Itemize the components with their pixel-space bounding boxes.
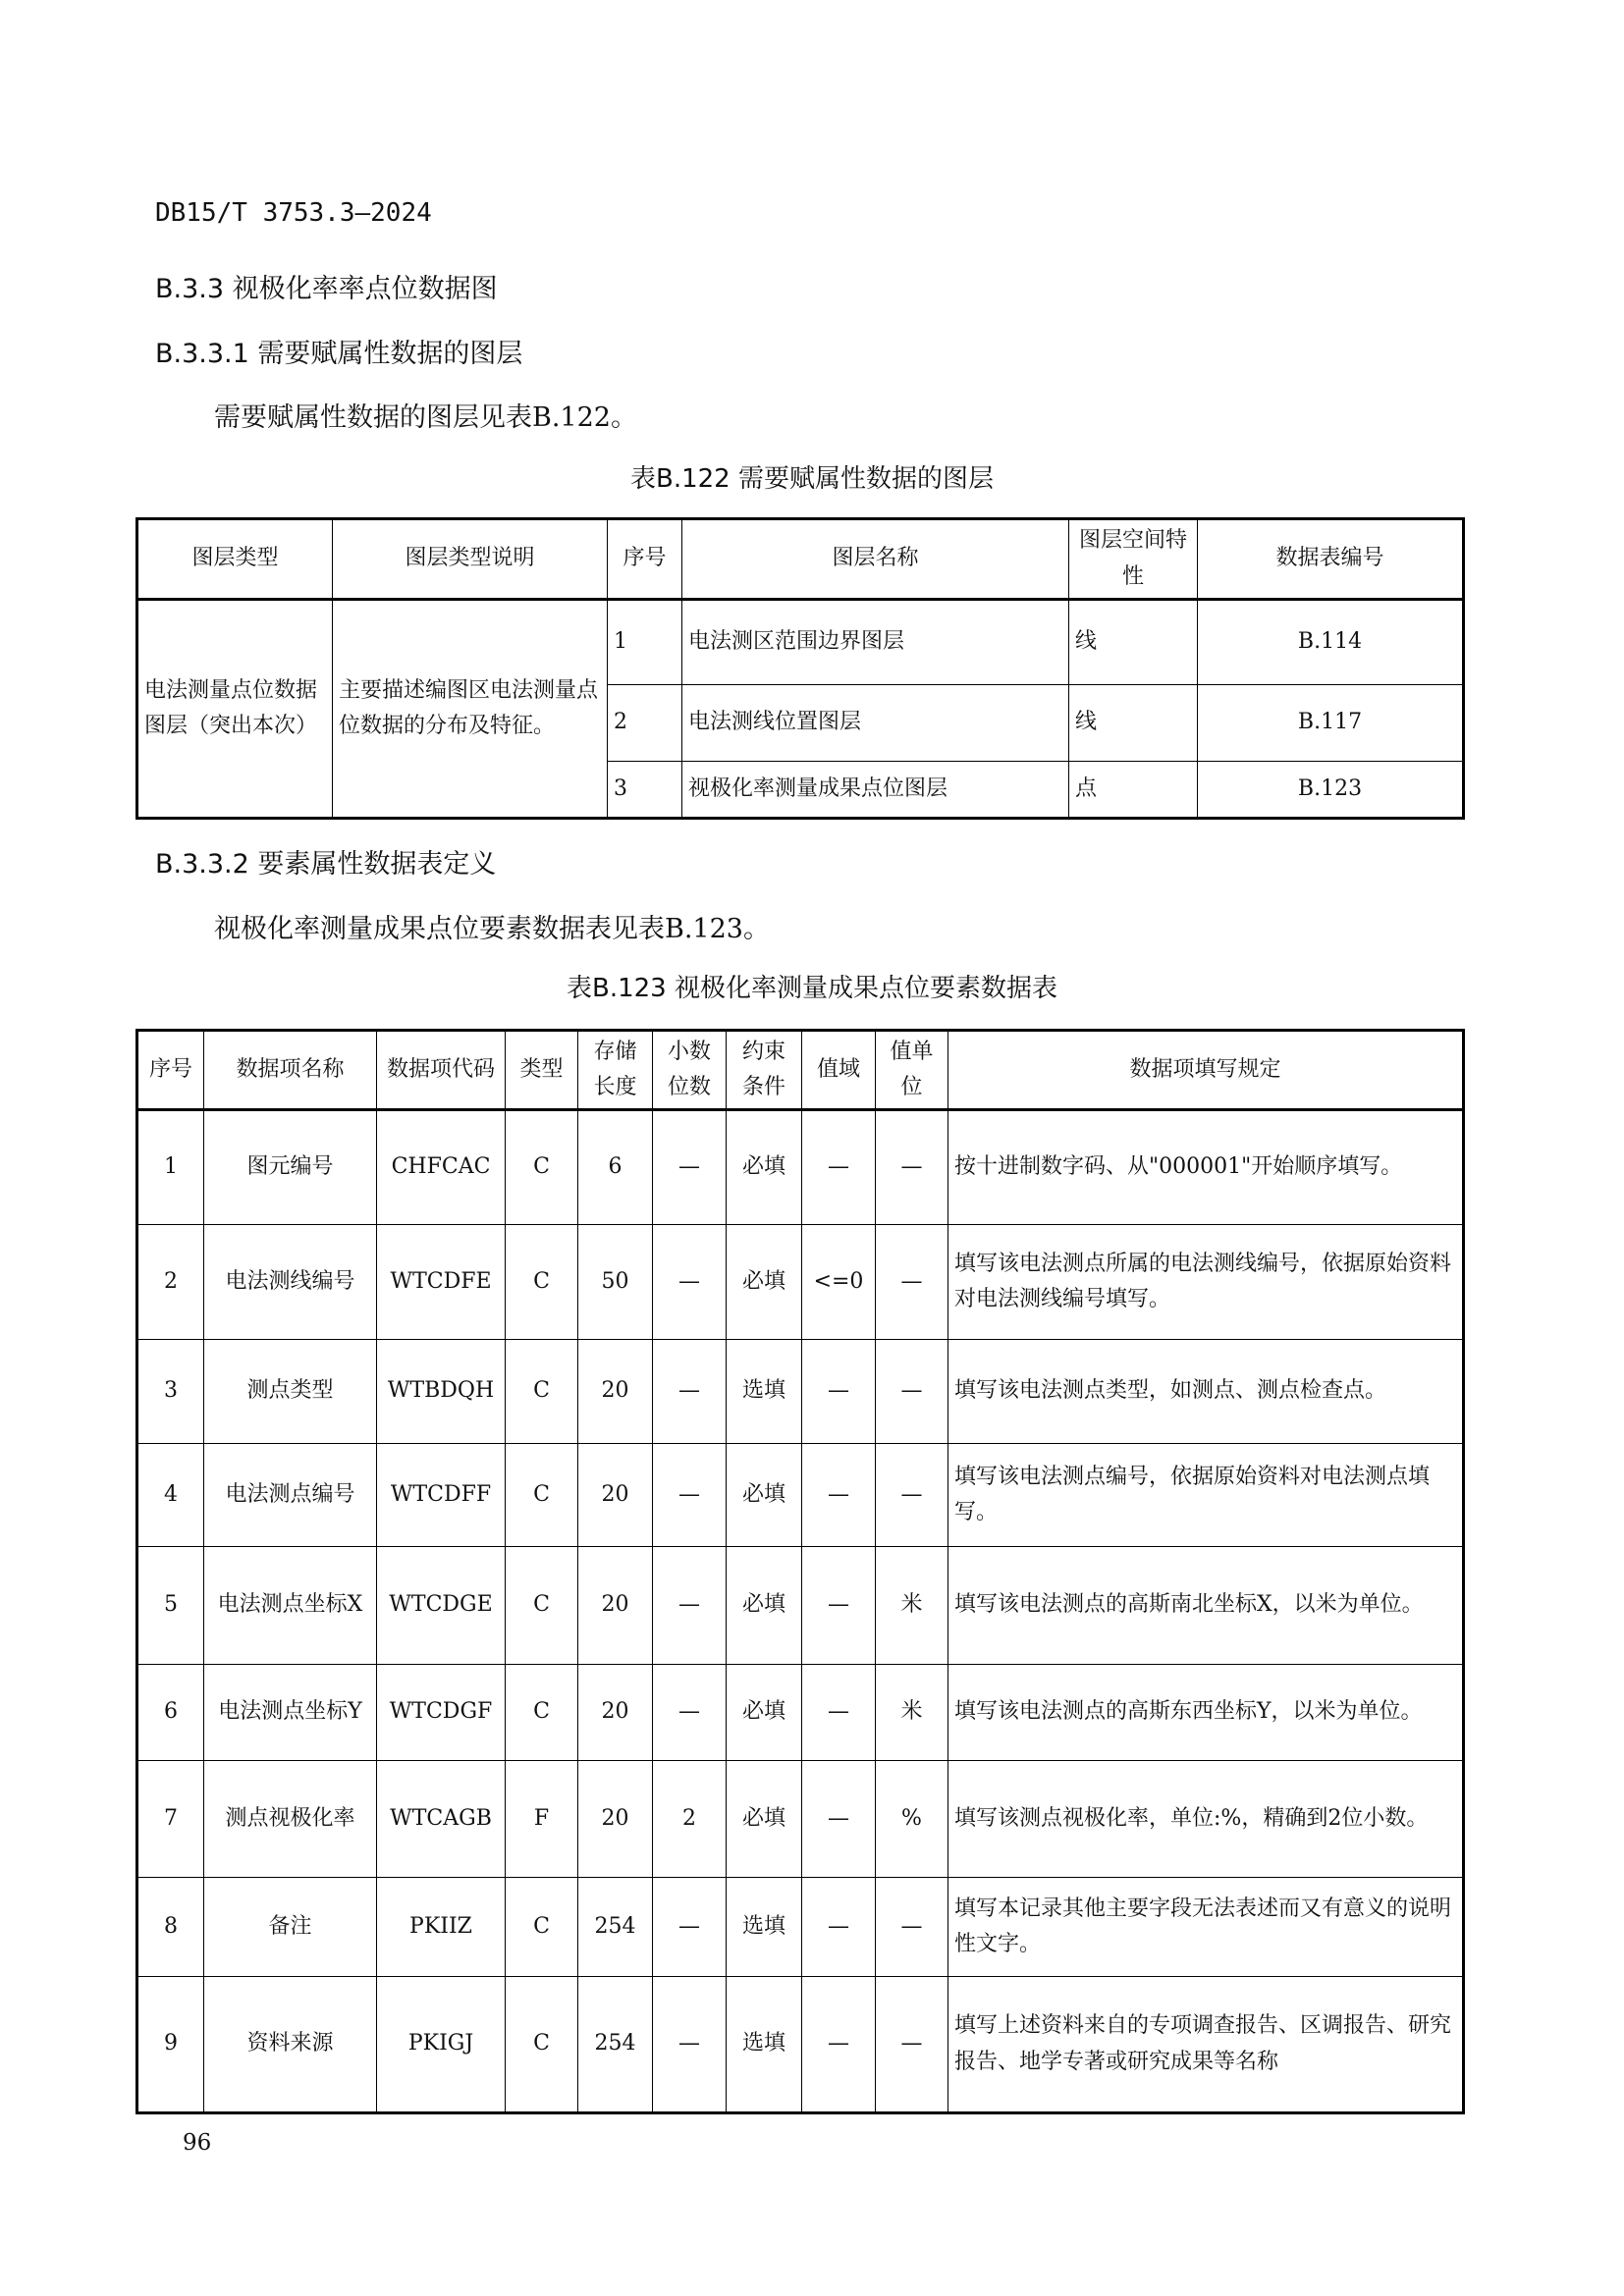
rule-cell: 填写上述资料来自的专项调查报告、区调报告、研究报告、地学专著或研究成果等名称: [948, 1977, 1464, 2113]
unit-cell: 米: [876, 1665, 948, 1761]
decimals-cell: —: [653, 1977, 727, 2113]
table-row: [137, 1444, 1464, 1547]
item-name-cell: 电法测点坐标X: [204, 1547, 377, 1665]
constraint-cell: 必填: [727, 1444, 802, 1547]
item-name-cell: 电法测点编号: [204, 1444, 377, 1547]
constraint-cell: 必填: [727, 1225, 802, 1340]
item-code-cell: WTCDFE: [377, 1225, 506, 1340]
item-name-cell: 电法测点坐标Y: [204, 1665, 377, 1761]
rule-cell: 填写该电法测点类型，如测点、测点检查点。: [948, 1340, 1464, 1444]
length-cell: 50: [578, 1225, 653, 1340]
column-header: 类型: [506, 1031, 578, 1110]
constraint-cell: 必填: [727, 1761, 802, 1878]
unit-cell: —: [876, 1878, 948, 1977]
column-header: 序号: [608, 519, 682, 600]
range-cell: <=0: [802, 1225, 876, 1340]
type-cell: C: [506, 1977, 578, 2113]
length-cell: 20: [578, 1340, 653, 1444]
constraint-cell: 必填: [727, 1110, 802, 1225]
section-heading: B.3.3 视极化率率点位数据图: [155, 274, 498, 304]
column-header: 存储长度: [578, 1031, 653, 1110]
item-code-cell: WTBDQH: [377, 1340, 506, 1444]
subsection-heading-2: B.3.3.2 要素属性数据表定义: [155, 849, 497, 880]
decimals-cell: —: [653, 1547, 727, 1665]
column-header: 数据项代码: [377, 1031, 506, 1110]
table-row: [137, 1110, 1464, 1225]
constraint-cell: 必填: [727, 1665, 802, 1761]
rule-cell: 填写该测点视极化率，单位:%，精确到2位小数。: [948, 1761, 1464, 1878]
item-code-cell: WTCDGF: [377, 1665, 506, 1761]
unit-cell: —: [876, 1225, 948, 1340]
column-header: 小数位数: [653, 1031, 727, 1110]
item-code-cell: WTCDFF: [377, 1444, 506, 1547]
item-name-cell: 备注: [204, 1878, 377, 1977]
table-caption-1: 表B.122 需要赋属性数据的图层: [630, 464, 994, 494]
decimals-cell: —: [653, 1110, 727, 1225]
layer-name-cell: 电法测线位置图层: [682, 685, 1069, 762]
range-cell: —: [802, 1444, 876, 1547]
item-code-cell: PKIIZ: [377, 1878, 506, 1977]
length-cell: 20: [578, 1665, 653, 1761]
table-row: [137, 1340, 1464, 1444]
table-id-cell: B.117: [1198, 685, 1464, 762]
length-cell: 254: [578, 1878, 653, 1977]
column-header: 序号: [137, 1031, 204, 1110]
decimals-cell: —: [653, 1878, 727, 1977]
rule-cell: 填写该电法测点的高斯南北坐标X，以米为单位。: [948, 1547, 1464, 1665]
seq-cell: 2: [137, 1225, 204, 1340]
row-number-cell: 1: [608, 600, 682, 685]
seq-cell: 8: [137, 1878, 204, 1977]
item-code-cell: CHFCAC: [377, 1110, 506, 1225]
row-number-cell: 2: [608, 685, 682, 762]
type-cell: C: [506, 1665, 578, 1761]
column-header: 数据表编号: [1198, 519, 1464, 600]
rule-cell: 填写该电法测点编号，依据原始资料对电法测点填写。: [948, 1444, 1464, 1547]
type-cell: C: [506, 1547, 578, 1665]
unit-cell: 米: [876, 1547, 948, 1665]
spatial-type-cell: 线: [1069, 685, 1198, 762]
seq-cell: 1: [137, 1110, 204, 1225]
seq-cell: 7: [137, 1761, 204, 1878]
seq-cell: 5: [137, 1547, 204, 1665]
unit-cell: —: [876, 1110, 948, 1225]
constraint-cell: 选填: [727, 1878, 802, 1977]
length-cell: 20: [578, 1547, 653, 1665]
paragraph-2: 视极化率测量成果点位要素数据表见表B.123。: [214, 914, 770, 944]
unit-cell: —: [876, 1977, 948, 2113]
decimals-cell: 2: [653, 1761, 727, 1878]
type-cell: C: [506, 1110, 578, 1225]
rule-cell: 填写该电法测点所属的电法测线编号，依据原始资料对电法测线编号填写。: [948, 1225, 1464, 1340]
table-id-cell: B.123: [1198, 762, 1464, 819]
unit-cell: —: [876, 1340, 948, 1444]
decimals-cell: —: [653, 1225, 727, 1340]
table-row: [137, 1225, 1464, 1340]
length-cell: 20: [578, 1761, 653, 1878]
paragraph-1: 需要赋属性数据的图层见表B.122。: [214, 402, 637, 433]
column-header: 图层类型: [137, 519, 333, 600]
spatial-type-cell: 线: [1069, 600, 1198, 685]
item-code-cell: PKIGJ: [377, 1977, 506, 2113]
column-header: 值单位: [876, 1031, 948, 1110]
item-code-cell: WTCAGB: [377, 1761, 506, 1878]
type-cell: C: [506, 1878, 578, 1977]
unit-cell: %: [876, 1761, 948, 1878]
item-name-cell: 测点视极化率: [204, 1761, 377, 1878]
table-row: [137, 600, 1464, 685]
range-cell: —: [802, 1110, 876, 1225]
decimals-cell: —: [653, 1665, 727, 1761]
column-header: 图层名称: [682, 519, 1069, 600]
constraint-cell: 选填: [727, 1977, 802, 2113]
table-row: [137, 1977, 1464, 2113]
range-cell: —: [802, 1878, 876, 1977]
range-cell: —: [802, 1761, 876, 1878]
length-cell: 20: [578, 1444, 653, 1547]
rule-cell: 按十进制数字码、从"000001"开始顺序填写。: [948, 1110, 1464, 1225]
type-cell: C: [506, 1340, 578, 1444]
rule-cell: 填写该电法测点的高斯东西坐标Y，以米为单位。: [948, 1665, 1464, 1761]
type-cell: F: [506, 1761, 578, 1878]
range-cell: —: [802, 1977, 876, 2113]
table-id-cell: B.114: [1198, 600, 1464, 685]
item-code-cell: WTCDGE: [377, 1547, 506, 1665]
seq-cell: 9: [137, 1977, 204, 2113]
column-header: 图层类型说明: [333, 519, 608, 600]
seq-cell: 6: [137, 1665, 204, 1761]
type-cell: C: [506, 1225, 578, 1340]
table-caption-2: 表B.123 视极化率测量成果点位要素数据表: [567, 974, 1057, 1003]
attribute-table: [135, 1029, 1465, 2114]
constraint-cell: 必填: [727, 1547, 802, 1665]
type-cell: C: [506, 1444, 578, 1547]
seq-cell: 4: [137, 1444, 204, 1547]
spatial-type-cell: 点: [1069, 762, 1198, 819]
page-number: 96: [183, 2130, 212, 2156]
column-header: 图层空间特性: [1069, 519, 1198, 600]
column-header: 约束条件: [727, 1031, 802, 1110]
subsection-heading-1: B.3.3.1 需要赋属性数据的图层: [155, 339, 523, 369]
range-cell: —: [802, 1340, 876, 1444]
column-header: 数据项名称: [204, 1031, 377, 1110]
table-row: [137, 1878, 1464, 1977]
layer-name-cell: 电法测区范围边界图层: [682, 600, 1069, 685]
item-name-cell: 图元编号: [204, 1110, 377, 1225]
item-name-cell: 测点类型: [204, 1340, 377, 1444]
length-cell: 254: [578, 1977, 653, 2113]
item-name-cell: 电法测线编号: [204, 1225, 377, 1340]
rule-cell: 填写本记录其他主要字段无法表述而又有意义的说明性文字。: [948, 1878, 1464, 1977]
decimals-cell: —: [653, 1444, 727, 1547]
column-header: 值域: [802, 1031, 876, 1110]
document-id: DB15/T 3753.3—2024: [155, 198, 432, 228]
row-number-cell: 3: [608, 762, 682, 819]
layer-type-cell: 电法测量点位数据图层（突出本次）: [137, 600, 333, 819]
range-cell: —: [802, 1665, 876, 1761]
table-row: [137, 1761, 1464, 1878]
table-row: [137, 1547, 1464, 1665]
length-cell: 6: [578, 1110, 653, 1225]
range-cell: —: [802, 1547, 876, 1665]
decimals-cell: —: [653, 1340, 727, 1444]
unit-cell: —: [876, 1444, 948, 1547]
table-row: [137, 1665, 1464, 1761]
layers-table: [135, 517, 1465, 820]
layer-name-cell: 视极化率测量成果点位图层: [682, 762, 1069, 819]
layer-desc-cell: 主要描述编图区电法测量点位数据的分布及特征。: [333, 600, 608, 819]
seq-cell: 3: [137, 1340, 204, 1444]
item-name-cell: 资料来源: [204, 1977, 377, 2113]
constraint-cell: 选填: [727, 1340, 802, 1444]
column-header: 数据项填写规定: [948, 1031, 1464, 1110]
